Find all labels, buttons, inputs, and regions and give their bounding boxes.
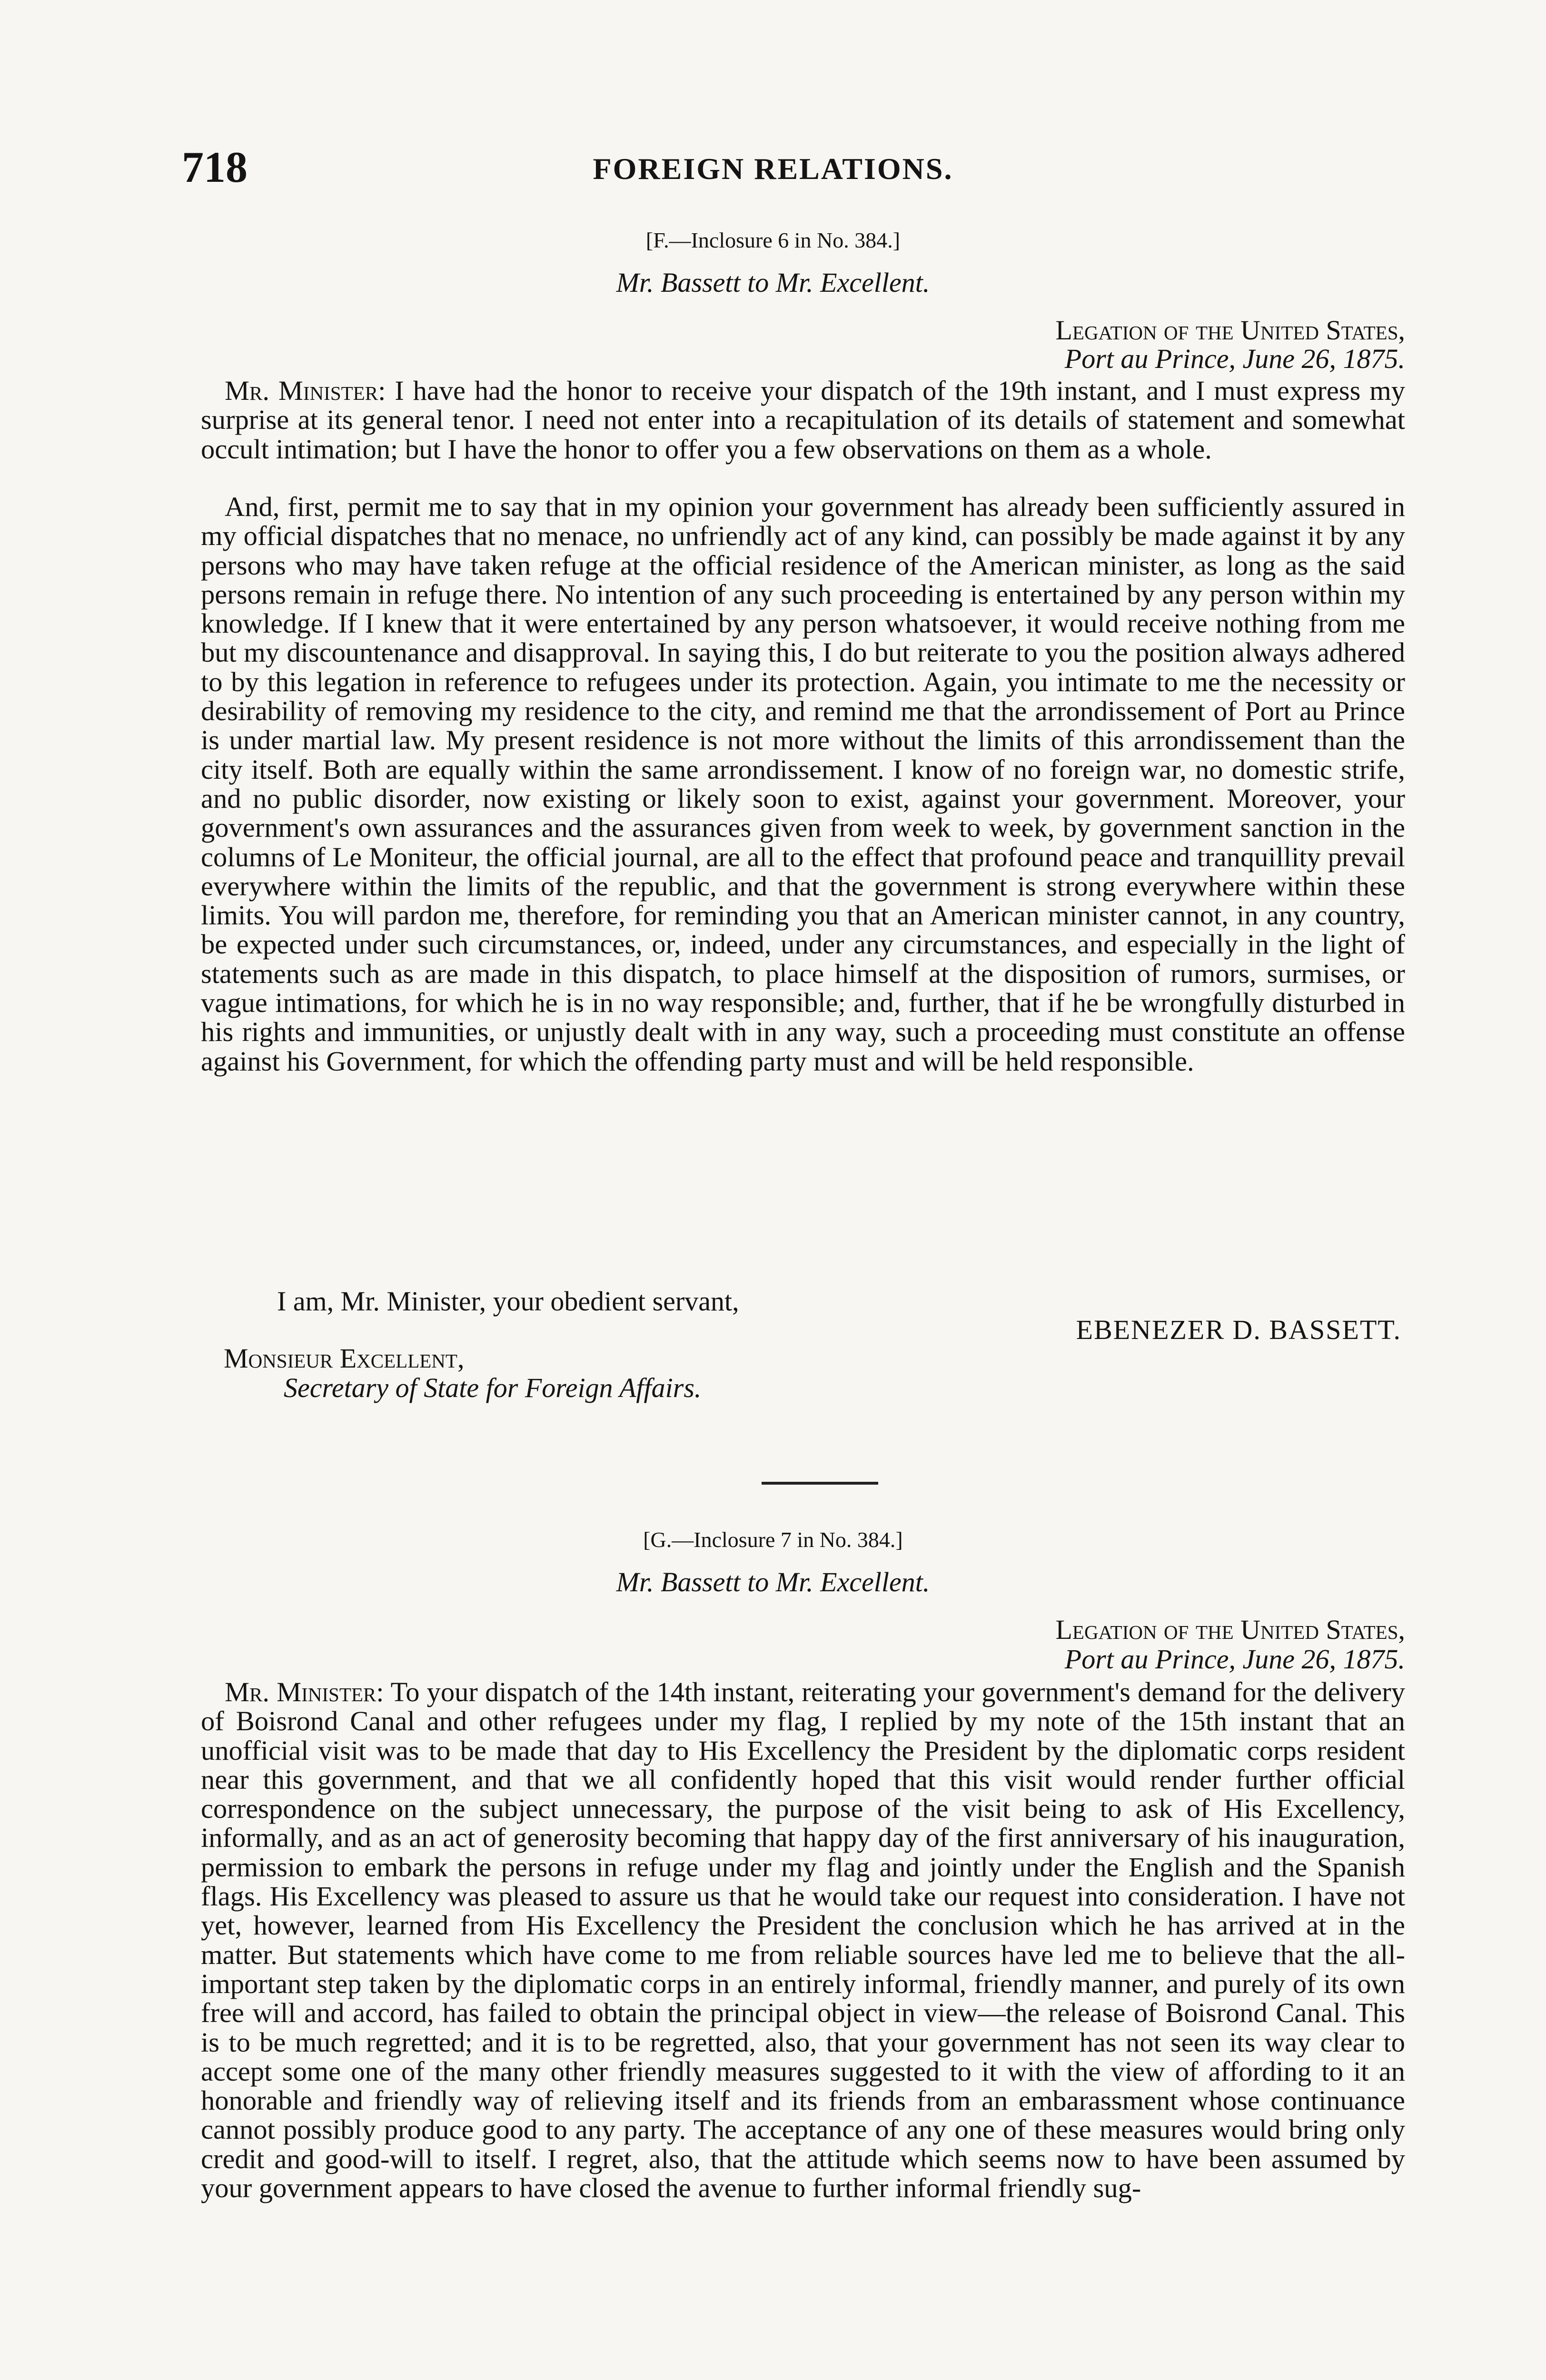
running-title: FOREIGN RELATIONS. — [593, 152, 953, 186]
letter1-paragraph-1 — [201, 376, 1405, 464]
enclosure-label-2: [G.—Inclosure 7 in No. 384.] — [643, 1527, 903, 1552]
addressee-title: Secretary of State for Foreign Affairs. — [284, 1372, 702, 1403]
closing-line: I am, Mr. Minister, your obedient servant, — [277, 1286, 739, 1317]
enclosure-label-1: [F.—Inclosure 6 in No. 384.] — [645, 228, 901, 252]
letter1-paragraph-2: And, first, permit me to say that in my opinion your government has already been sufficiently assured in my official dispatches that no menace, no unfriendly act of any kind, can possibly be made against it by any persons who may have taken refuge at the official residence of the American minister, as long as the said persons remain in refuge there. No intention of any such proceeding is entertained by any person within my knowledge. If I knew that it were entertained by any person whatsoever, it would receive nothing from me but my discountenance and disapproval. In saying this, I do but reiterate to you the position always adhered to by this legation in reference to refugees under its protection. Again, you intimate to me the necessity or desirability of removing my residence to the city, and remind me that the arrondissement of Port au Prince is under martial law. My present residence is not more without the limits of this arrondissement than the city itself. Both are equally within the same arrondissement. I know of no foreign war, no domestic strife, and no public disorder, now existing or likely soon to exist, against your government. Moreover, your government's own assurances and the assurances given from week to week, by government sanction in the columns of Le Moniteur, the official journal, are all to the effect that profound peace and tranquillity prevail everywhere within the limits of the republic, and that the government is strong everywhere within these limits. You will pardon me, therefore, for reminding you that an American minister cannot, in any country, be expected under such circumstances, or, indeed, under any circumstances, and especially in the light of statements such as are made in this dispatch, to place himself at the disposition of rumors, surmises, or vague intimations, for which he is in no way responsible; and, further, that if he be wrongfully disturbed in his rights and immunities, or unjustly dealt with in any way, such a proceeding must constitute an offense against his Government, for which the offending party must and will be held responsible. — [201, 491, 1405, 1077]
letter2-para1-text: : To your dispatch of the 14th instant, reiterating your government's demand for the delivery of Boisrond Canal and other refugees under my flag, I replied by my note of the 15th instant that an unofficial visit was to be made that day to His Excellency the President by the diplomatic corps resident near this government, and that we all confidently hoped that this visit would render further official correspondence on the subject unnecessary, the purpose of the visit being to ask of His Excellency, informally, and as an act of generosity becoming that happy day of the first anniversary of his inauguration, permission to embark the persons in refuge under my flag and jointly under the English and the Spanish flags. His Excellency was pleased to assure us that he would take our request into consideration. I have not yet, however, learned from His Excellency the President the conclusion which he has arrived at in the matter. But statements which have come to me from reliable sources have led me to believe that the all-important step taken by the diplomatic corps in an entirely informal, friendly manner, and purely of its own free will and accord, has failed to obtain the principal object in view—the release of Boisrond Canal. This is to be much regretted; and it is to be regretted, also, that your government has not seen its way clear to accept some one of the many other friendly measures suggested to it with the view of affording to it an honorable and friendly way of relieving itself and its friends from an embarassment whose continuance cannot possibly produce good to any party. The acceptance of any one of these measures would bring only credit and good-will to itself. I regret, also, that the attitude which seems now to have been assumed by your government appears to have closed the avenue to further informal friendly sug- — [201, 1676, 1405, 2204]
legation-line-1: Legation of the United States, — [1055, 315, 1405, 346]
salutation-2: Mr. Minister — [225, 1676, 377, 1707]
signature: EBENEZER D. BASSETT. — [1076, 1314, 1401, 1345]
letter2-paragraph-1 — [201, 1677, 1405, 2202]
place-date-2: Port au Prince, June 26, 1875. — [1064, 1644, 1405, 1675]
letter1-para1-text: : I have had the honor to receive your dispatch of the 19th instant, and I must express my surprise at its general tenor. I need not enter into a recapitulation of its details of statement and somewhat occult intimation; but I have the honor to offer you a few observations on them as a whole. — [201, 375, 1405, 465]
salutation-1: Mr. Minister — [225, 375, 378, 406]
section-divider — [762, 1482, 878, 1485]
page-number: 718 — [182, 143, 248, 191]
legation-line-2: Legation of the United States, — [1055, 1614, 1405, 1645]
place-date-1: Port au Prince, June 26, 1875. — [1064, 343, 1405, 374]
letter-title-2: Mr. Bassett to Mr. Excellent. — [616, 1567, 930, 1597]
addressee-name: Monsieur Excellent, — [224, 1343, 465, 1374]
letter-title-1: Mr. Bassett to Mr. Excellent. — [616, 267, 930, 298]
